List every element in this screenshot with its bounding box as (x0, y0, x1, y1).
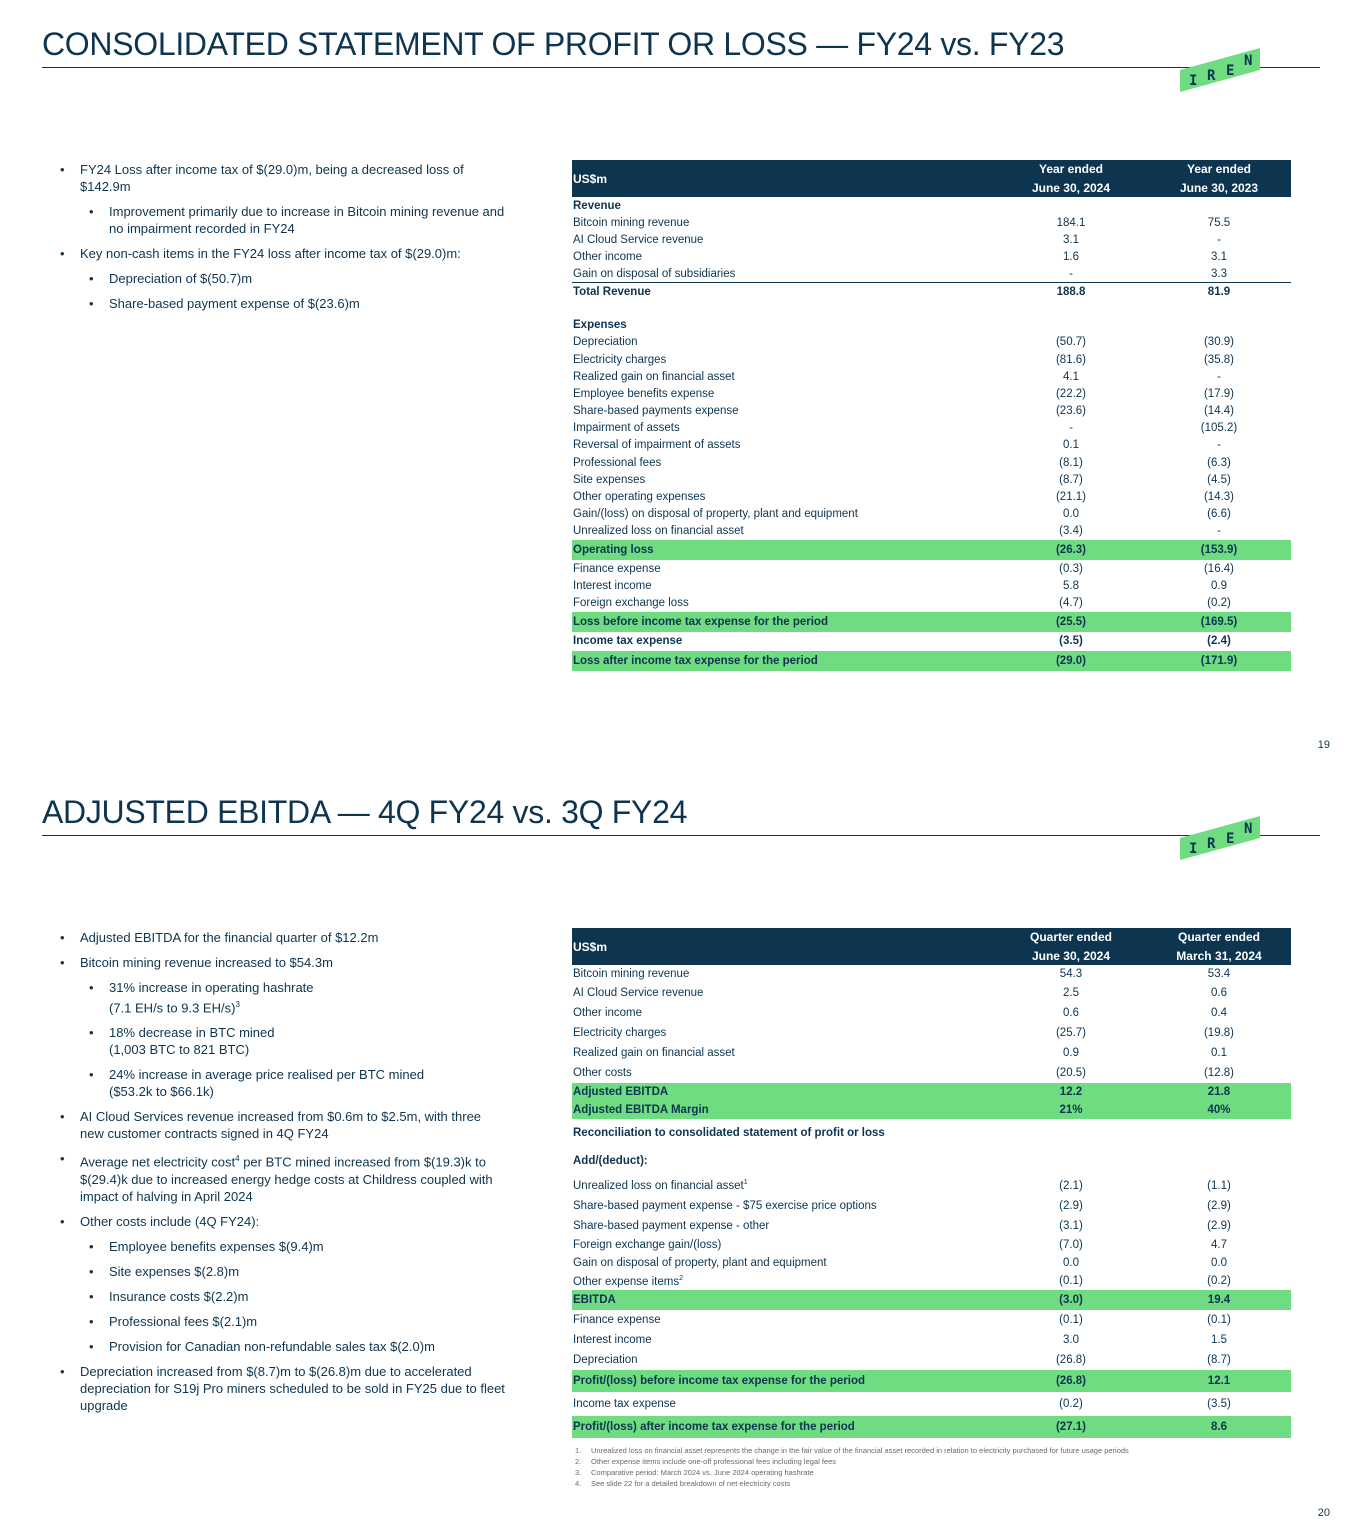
value-current (995, 1147, 1147, 1175)
bullet: • AI Cloud Services revenue increased from $0.6m to $2.5m, with three new customer contracts signed in 4Q FY24 (55, 1108, 505, 1142)
table-row (572, 368, 1291, 385)
table-row (572, 594, 1291, 611)
row-label: Gain on disposal of subsidiaries (573, 267, 736, 280)
value-prior: 53.4 (1207, 968, 1231, 980)
row-label: Other income (573, 250, 643, 263)
row-label: Operating loss (572, 540, 995, 560)
value-current: 3.1 (1063, 233, 1079, 246)
col-header-4q: Quarter ended June 30, 2024 (995, 928, 1147, 965)
logo-letter: E (1226, 63, 1235, 79)
value-current (995, 317, 1147, 334)
value-prior: (35.8) (1203, 353, 1235, 366)
sub-bullet: • Site expenses $(2.8)m (55, 1263, 505, 1280)
table-row (572, 1236, 1291, 1254)
row-label: Adjusted EBITDA (572, 1083, 995, 1101)
value-prior: (0.2) (1207, 1275, 1231, 1287)
value-prior: (171.9) (1147, 651, 1291, 671)
value-current: 2.5 (1063, 987, 1079, 999)
row-label: Share-based payments expense (573, 405, 739, 418)
table-row (572, 403, 1291, 420)
row-label: Interest income (573, 579, 652, 592)
row-label: Profit/(loss) after income tax expense for the period (572, 1416, 995, 1438)
value-current: (22.2) (1055, 387, 1087, 400)
value-prior: - (1217, 525, 1221, 538)
value-current: (3.4) (1059, 525, 1083, 538)
bullet: • Other costs include (4Q FY24): (55, 1213, 505, 1230)
value-prior: 4.7 (1211, 1239, 1227, 1251)
table-row (572, 612, 1291, 632)
value-current: (29.0) (995, 651, 1147, 671)
table-row (572, 1416, 1291, 1438)
table-row (572, 1196, 1291, 1216)
table-row (572, 965, 1291, 983)
sub-bullet: • Employee benefits expenses $(9.4)m (55, 1238, 505, 1255)
table-row (572, 540, 1291, 560)
value-current: (4.7) (1059, 596, 1083, 609)
value-prior: (19.8) (1203, 1027, 1235, 1039)
value-prior: 12.1 (1147, 1370, 1291, 1392)
value-prior: 0.4 (1211, 1007, 1227, 1019)
row-label: Income tax expense (573, 1398, 676, 1410)
row-label: Share-based payment expense - $75 exercise price options (573, 1200, 877, 1212)
value-current: (81.6) (1055, 353, 1087, 366)
row-label: Bitcoin mining revenue (573, 216, 690, 229)
value-current: (23.6) (1055, 405, 1087, 418)
row-label: Interest income (573, 1334, 652, 1346)
table-row (572, 577, 1291, 594)
table-row (572, 632, 1291, 651)
table-row (572, 488, 1291, 505)
row-label: Adjusted EBITDA Margin (572, 1101, 995, 1119)
row-label: Profit/(loss) before income tax expense for the period (572, 1370, 995, 1392)
ebitda-table (572, 928, 1291, 1438)
value-prior (1147, 1147, 1291, 1175)
row-label: Other expense items$^2$ (573, 1274, 684, 1288)
value-prior: (0.1) (1207, 1314, 1231, 1326)
row-label: Expenses (573, 319, 627, 332)
value-prior (1147, 1119, 1291, 1147)
logo-letter: N (1244, 53, 1253, 69)
table-row (572, 1175, 1291, 1196)
slide-title: CONSOLIDATED STATEMENT OF PROFIT OR LOSS — FY24 vs. FY23 (42, 26, 1065, 62)
value-current: (25.7) (1055, 1027, 1087, 1039)
logo-letter: R (1207, 836, 1216, 852)
summary-bullets (55, 929, 505, 1422)
row-label: AI Cloud Service revenue (573, 987, 704, 999)
sub-bullet: • 31% increase in operating hashrate (7.1 EH/s to 9.3 EH/s)$^3$ (55, 979, 505, 1016)
iren-logo-icon (1180, 816, 1260, 860)
value-current: (3.0) (995, 1290, 1147, 1310)
value-current: 0.1 (1063, 439, 1079, 452)
value-prior: (2.4) (1207, 635, 1231, 648)
table-row (572, 1101, 1291, 1119)
table-row (572, 1043, 1291, 1063)
logo-letter: I (1189, 73, 1198, 89)
value-prior: 0.1 (1211, 1047, 1227, 1059)
value-current: (8.1) (1059, 456, 1083, 469)
footnote: 1. Unrealized loss on financial asset represents the change in the fair value of the financial asset recorded in relation to electricity purchased for future usage periods (575, 1446, 1129, 1455)
row-label: Gain on disposal of property, plant and equipment (573, 1257, 827, 1269)
value-prior: 1.5 (1211, 1334, 1227, 1346)
value-current: (8.7) (1059, 473, 1083, 486)
slide-adjusted-ebitda (0, 768, 1365, 1536)
row-label: Income tax expense (573, 635, 683, 648)
table-row (572, 1370, 1291, 1392)
value-current: (50.7) (1055, 336, 1087, 349)
row-label: EBITDA (572, 1290, 995, 1310)
row-label: Other income (573, 1007, 643, 1019)
table-header (572, 928, 1291, 965)
table-row (572, 471, 1291, 488)
table-row (572, 506, 1291, 523)
row-label: Unrealized loss on financial asset (573, 525, 744, 538)
sub-bullet: • Share-based payment expense of $(23.6)m (55, 295, 505, 312)
value-prior: 75.5 (1207, 216, 1231, 229)
row-label: Finance expense (573, 1314, 661, 1326)
table-row (572, 1350, 1291, 1370)
table-row (572, 248, 1291, 265)
value-current: 12.2 (995, 1083, 1147, 1101)
table-row (572, 1083, 1291, 1101)
table-row (572, 420, 1291, 437)
value-current: (2.9) (1059, 1200, 1083, 1212)
value-prior: (1.1) (1207, 1179, 1231, 1192)
value-current: (25.5) (995, 612, 1147, 632)
value-current: 3.0 (1063, 1334, 1079, 1346)
table-row (572, 1003, 1291, 1023)
table-row (572, 560, 1291, 577)
value-current: (7.0) (1059, 1239, 1083, 1251)
value-current (995, 1119, 1147, 1147)
value-prior: 0.9 (1211, 579, 1227, 592)
value-prior (1147, 317, 1291, 334)
value-prior: (6.6) (1207, 508, 1231, 521)
row-label: Reversal of impairment of assets (573, 439, 741, 452)
value-prior: (105.2) (1200, 422, 1238, 435)
ebitda-rows (572, 965, 1291, 1438)
row-label: Share-based payment expense - other (573, 1220, 770, 1232)
footnote: 2. Other expense items include one-off professional fees including legal fees (575, 1457, 837, 1466)
value-current: (2.1) (1059, 1179, 1083, 1192)
table-row (572, 1272, 1291, 1290)
value-current: (26.3) (995, 540, 1147, 560)
value-prior: (2.9) (1207, 1220, 1231, 1232)
table-row (572, 1063, 1291, 1083)
table-row (572, 1216, 1291, 1236)
slide-title: ADJUSTED EBITDA — 4Q FY24 vs. 3Q FY24 (42, 794, 688, 830)
table-row (572, 317, 1291, 334)
table-row (572, 283, 1291, 300)
bullet: • Key non-cash items in the FY24 loss after income tax of $(29.0)m: (55, 245, 505, 262)
table-row (572, 1330, 1291, 1350)
value-prior: (8.7) (1207, 1354, 1231, 1366)
row-label: Foreign exchange gain/(loss) (573, 1239, 722, 1251)
unit-header: US$m (572, 928, 995, 965)
value-current: 0.0 (1063, 508, 1079, 521)
row-label: Depreciation (573, 336, 638, 349)
value-current: 5.8 (1063, 579, 1079, 592)
table-header (572, 160, 1291, 197)
row-label: Other costs (573, 1067, 632, 1079)
table-row (572, 231, 1291, 248)
value-prior: 8.6 (1147, 1416, 1291, 1438)
value-current: (3.5) (1059, 635, 1083, 648)
sub-bullet: • Insurance costs $(2.2)m (55, 1288, 505, 1305)
value-current: (27.1) (995, 1416, 1147, 1438)
value-current: 54.3 (1059, 968, 1083, 980)
table-row (572, 197, 1291, 214)
col-header-fy23: Year ended June 30, 2023 (1147, 160, 1291, 197)
value-prior: (12.8) (1203, 1067, 1235, 1079)
table-row (572, 1119, 1291, 1147)
row-label: Electricity charges (573, 353, 667, 366)
table-row (572, 1392, 1291, 1416)
value-prior: (2.9) (1207, 1200, 1231, 1212)
value-current: 188.8 (995, 283, 1147, 300)
sub-bullet: • Improvement primarily due to increase in Bitcoin mining revenue and no impairment recorded in FY24 (55, 203, 505, 237)
unit-header: US$m (572, 160, 995, 197)
row-label: Total Revenue (572, 283, 995, 300)
spacer-row (572, 300, 1291, 317)
value-current: 21% (995, 1101, 1147, 1119)
logo-letter: N (1244, 821, 1253, 837)
value-current: 0.9 (1063, 1047, 1079, 1059)
value-prior: (169.5) (1147, 612, 1291, 632)
value-prior: 3.1 (1211, 250, 1227, 263)
footnote: 4. See slide 22 for a detailed breakdown of net electricity costs (575, 1479, 791, 1488)
table-row (572, 1310, 1291, 1330)
profit-loss-table (572, 160, 1291, 671)
value-prior: (0.2) (1207, 596, 1231, 609)
summary-bullets (55, 161, 505, 320)
iren-logo-icon (1180, 48, 1260, 92)
table-row (572, 1023, 1291, 1043)
table-row (572, 1290, 1291, 1310)
title-divider (42, 835, 1320, 836)
row-label: Realized gain on financial asset (573, 370, 735, 383)
value-prior: (6.3) (1207, 456, 1231, 469)
value-current: 1.6 (1063, 250, 1079, 263)
row-label: Electricity charges (573, 1027, 667, 1039)
value-current: (0.1) (1059, 1275, 1083, 1287)
bullet: • FY24 Loss after income tax of $(29.0)m, being a decreased loss of $142.9m (55, 161, 505, 195)
value-current: - (1069, 267, 1073, 280)
col-header-fy24: Year ended June 30, 2024 (995, 160, 1147, 197)
value-current (995, 197, 1147, 214)
value-current: (0.1) (1059, 1314, 1083, 1326)
row-label: Loss before income tax expense for the period (572, 612, 995, 632)
row-label: Depreciation (573, 1354, 638, 1366)
value-current: (3.1) (1059, 1220, 1083, 1232)
col-header-3q: Quarter ended March 31, 2024 (1147, 928, 1291, 965)
sub-bullet: • Professional fees $(2.1)m (55, 1313, 505, 1330)
value-prior: (3.5) (1207, 1398, 1231, 1410)
value-prior: (153.9) (1147, 540, 1291, 560)
table-row (572, 266, 1291, 283)
value-prior: (14.4) (1203, 405, 1235, 418)
table-row (572, 351, 1291, 368)
table-row (572, 983, 1291, 1003)
row-label: Professional fees (573, 456, 662, 469)
value-current: 4.1 (1063, 370, 1079, 383)
table-row (572, 651, 1291, 671)
value-current: (21.1) (1055, 491, 1087, 504)
value-prior: 81.9 (1147, 283, 1291, 300)
row-label: Revenue (573, 199, 621, 212)
row-label: Other operating expenses (573, 491, 706, 504)
table-row (572, 334, 1291, 351)
value-prior: 40% (1147, 1101, 1291, 1119)
value-current: 0.6 (1063, 1007, 1079, 1019)
value-prior: (16.4) (1203, 562, 1235, 575)
row-label: AI Cloud Service revenue (573, 233, 704, 246)
sub-bullet: • Provision for Canadian non-refundable sales tax $(2.0)m (55, 1338, 505, 1355)
value-current: 184.1 (1056, 216, 1086, 229)
value-prior: 21.8 (1147, 1083, 1291, 1101)
value-prior: (14.3) (1203, 491, 1235, 504)
sub-bullet: • 24% increase in average price realised per BTC mined ($53.2k to $66.1k) (55, 1066, 505, 1100)
table-row (572, 454, 1291, 471)
row-label: Reconciliation to consolidated statement of profit or loss (573, 1127, 885, 1139)
value-prior: 3.3 (1211, 267, 1227, 280)
value-prior: (4.5) (1207, 473, 1231, 486)
value-prior: - (1217, 233, 1221, 246)
table-row (572, 523, 1291, 540)
table-row (572, 385, 1291, 402)
value-current: (0.3) (1059, 562, 1083, 575)
value-prior (1147, 197, 1291, 214)
sub-bullet: • Depreciation of $(50.7)m (55, 270, 505, 287)
row-label: Gain/(loss) on disposal of property, plant and equipment (573, 508, 858, 521)
value-prior: (30.9) (1203, 336, 1235, 349)
value-current: (26.8) (995, 1370, 1147, 1392)
title-divider (42, 67, 1320, 68)
bullet: • Average net electricity cost$^4$ per BTC mined increased from $(19.3)k to $(29.4)k due to increased energy hedge costs at Childress coupled with impact of halving in April 2024 (55, 1150, 505, 1204)
value-prior: 0.6 (1211, 987, 1227, 999)
table-row (572, 1254, 1291, 1272)
footnote: 3. Comparative period: March 2024 vs. June 2024 operating hashrate (575, 1468, 814, 1477)
bullet: • Depreciation increased from $(8.7)m to $(26.8)m due to accelerated depreciation for S19j Pro miners scheduled to be sold in FY25 due to fleet upgrade (55, 1363, 505, 1414)
value-current: (0.2) (1059, 1398, 1083, 1410)
row-label: Loss after income tax expense for the period (572, 651, 995, 671)
pl-rows (572, 197, 1291, 671)
value-prior: (17.9) (1203, 387, 1235, 400)
logo-letter: E (1226, 831, 1235, 847)
row-label: Site expenses (573, 473, 646, 486)
row-label: Add/(deduct): (573, 1155, 648, 1167)
sub-bullet: • 18% decrease in BTC mined (1,003 BTC to 821 BTC) (55, 1024, 505, 1058)
value-current: - (1069, 422, 1073, 435)
row-label: Employee benefits expense (573, 387, 715, 400)
page-number: 19 (1317, 739, 1330, 751)
value-prior: - (1217, 439, 1221, 452)
bullet: • Bitcoin mining revenue increased to $54.3m (55, 954, 505, 971)
logo-letter: R (1207, 68, 1216, 84)
value-prior: 19.4 (1147, 1290, 1291, 1310)
table-row (572, 437, 1291, 454)
row-label: Unrealized loss on financial asset$^1$ (573, 1179, 748, 1192)
row-label: Bitcoin mining revenue (573, 968, 690, 980)
row-label: Impairment of assets (573, 422, 680, 435)
row-label: Realized gain on financial asset (573, 1047, 735, 1059)
value-prior: - (1217, 370, 1221, 383)
table-row (572, 214, 1291, 231)
value-current: (26.8) (1055, 1354, 1087, 1366)
bullet: • Adjusted EBITDA for the financial quarter of $12.2m (55, 929, 505, 946)
value-current: 0.0 (1063, 1257, 1079, 1269)
page-number: 20 (1317, 1507, 1330, 1519)
row-label: Foreign exchange loss (573, 596, 689, 609)
logo-letter: I (1189, 841, 1198, 857)
row-label: Finance expense (573, 562, 661, 575)
footnotes (575, 1445, 1129, 1489)
table-row (572, 1147, 1291, 1175)
value-current: (20.5) (1055, 1067, 1087, 1079)
value-prior: 0.0 (1211, 1257, 1227, 1269)
